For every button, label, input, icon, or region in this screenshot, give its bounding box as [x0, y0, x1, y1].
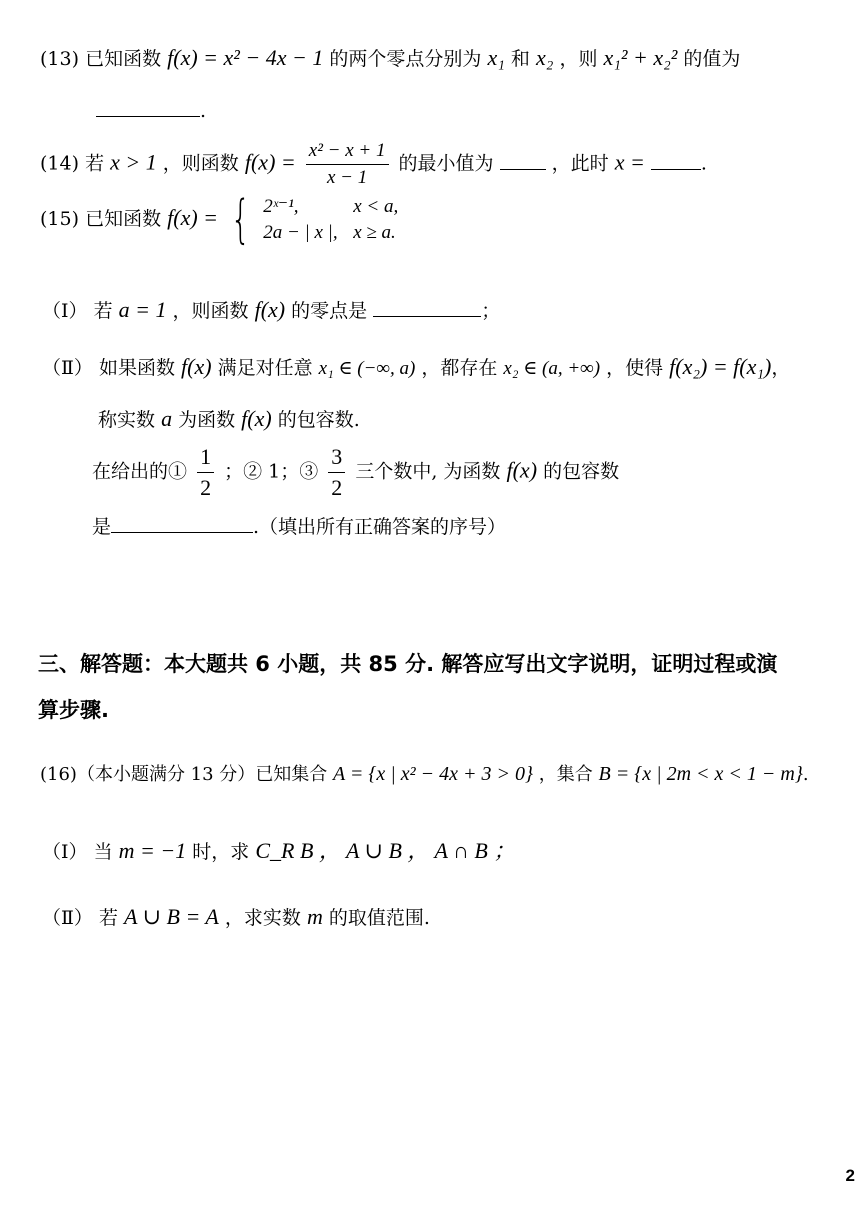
- q15-part2-line2a: 称实数: [98, 409, 156, 431]
- q15-part1-label: （Ⅰ）: [42, 300, 88, 322]
- q13-line2: [96, 100, 206, 122]
- q15-part2-x2-domain: x₂ ∈ (a, +∞): [503, 358, 601, 379]
- q13-x1: x₁: [487, 45, 505, 70]
- q16-set-a: A = {x | x² − 4x + 3 > 0}: [333, 763, 534, 785]
- q15-case2-cond: x ≥ a.: [353, 222, 396, 243]
- q13-function: f(x) = x² − 4x − 1: [167, 45, 324, 70]
- q16-score-note: （本小题满分 13 分）: [76, 764, 256, 785]
- q14-text-then: ，此时: [551, 152, 609, 175]
- q16-part1-label: （Ⅰ）: [42, 841, 88, 863]
- q15-part2-line3a: 在给出的①: [92, 460, 188, 483]
- q15-line: [40, 190, 399, 250]
- q15-part2-line4: [92, 512, 506, 539]
- page-number: 2: [845, 1166, 855, 1185]
- q13-comma: ，则: [559, 48, 598, 70]
- q15-option3-numerator: 3: [328, 444, 345, 473]
- q15-part2-line2: [98, 405, 360, 432]
- q16-part2: [42, 903, 430, 930]
- q13-text-post: 的值为: [683, 48, 741, 70]
- q14-function-lhs: f(x) =: [244, 149, 296, 175]
- q16-part2-text2: ，求实数: [224, 907, 301, 929]
- q13-text-mid: 的两个零点分别为: [329, 48, 482, 70]
- q15-part2-function: f(x): [181, 354, 212, 379]
- q15-part2-function-3: f(x): [506, 457, 538, 483]
- q15-part1-answer-blank[interactable]: [373, 315, 481, 317]
- q15-part2-end: ，: [771, 357, 791, 379]
- q14-line: [40, 140, 707, 189]
- q16-part1: [42, 834, 515, 865]
- q16-part1-text2: 时，求: [192, 841, 250, 863]
- q14-text-comma: ，则函数: [162, 152, 239, 175]
- q14-fraction: [306, 140, 389, 189]
- q14-cond-pre: 若: [85, 152, 105, 175]
- q15-part2-line3c: 的包容数: [543, 460, 620, 483]
- q15-case-1: [263, 194, 398, 220]
- q15-option1-denominator: 2: [200, 475, 212, 500]
- q14-fraction-numerator: x² − x + 1: [306, 140, 389, 165]
- section3-heading-line2: [38, 694, 109, 724]
- q15-part2-text2: 满足对任意: [217, 357, 313, 379]
- q13-x2: x₂: [535, 45, 554, 70]
- q15-part2-answer-blank[interactable]: [111, 531, 253, 533]
- q15-part1-condition: a = 1: [118, 297, 167, 322]
- q16-text-mid: ，集合: [538, 764, 593, 785]
- q15-part2-text3: ，都存在: [421, 357, 498, 379]
- q16-text-pre: 已知集合: [255, 764, 328, 785]
- q15-part2-text4: ，使得: [606, 357, 664, 379]
- q14-condition: x > 1: [110, 149, 157, 175]
- q16-part1-condition: m = −1: [118, 838, 187, 863]
- q15-case-2: [263, 220, 398, 246]
- q14-fraction-denominator: x − 1: [327, 167, 368, 188]
- q13-end: .: [200, 100, 207, 122]
- q15-option3-denominator: 2: [331, 475, 343, 500]
- q15-option1-fraction: [197, 444, 214, 501]
- q14-text-min: 的最小值为: [398, 152, 494, 175]
- q13-expression: x₁² + x₂²: [603, 45, 678, 70]
- q16-part2-label: （Ⅱ）: [42, 907, 93, 929]
- q14-answer-blank-1[interactable]: [500, 168, 546, 170]
- q13-answer-blank[interactable]: [96, 115, 200, 117]
- q16-part2-condition: A ∪ B = A: [124, 904, 219, 929]
- q15-part1: [42, 296, 500, 323]
- q16-part2-text: 若: [98, 907, 118, 929]
- q14-answer-blank-2[interactable]: [651, 168, 701, 170]
- q15-part2-line4b: .（填出所有正确答案的序号）: [253, 516, 507, 538]
- q15-text-pre: 已知函数: [85, 208, 162, 230]
- q13-text-pre: 已知函数: [85, 48, 162, 70]
- q15-part2-line2b: 为函数: [178, 409, 236, 431]
- q15-part2-line2c: 的包容数.: [277, 409, 360, 431]
- q15-part2-function-2: f(x): [241, 406, 272, 431]
- q16-end: .: [802, 764, 809, 785]
- q15-part1-function: f(x): [254, 297, 286, 322]
- q16-number: (16): [40, 764, 77, 785]
- q15-number: (15): [40, 208, 80, 230]
- q13-line1: [40, 44, 740, 71]
- q15-part1-text3: 的零点是: [291, 300, 368, 322]
- q15-part1-text: 若: [93, 300, 113, 322]
- q15-function-lhs: f(x) =: [167, 205, 218, 230]
- q16-part1-text: 当: [93, 841, 113, 863]
- section3-heading-text1: 三、解答题：本大题共 6 小题，共 85 分. 解答应写出文字说明，证明过程或演: [38, 652, 778, 676]
- q15-brace: {: [230, 190, 251, 250]
- q15-part2-equation: f(x₂) = f(x₁): [669, 354, 772, 379]
- q15-part2-line3: [92, 444, 619, 501]
- q15-case1-expr: 2ˣ⁻¹,: [263, 196, 299, 217]
- q15-option-separator: ；② 1；③: [224, 460, 319, 483]
- q15-cases: [263, 194, 398, 246]
- q15-case1-cond: x < a,: [353, 196, 399, 217]
- q13-and: 和: [510, 48, 530, 70]
- q14-number: (14): [40, 152, 80, 175]
- q16-set-b: B = {x | 2m < x < 1 − m}: [598, 763, 803, 785]
- q13-number: (13): [40, 48, 80, 70]
- q14-end: .: [700, 152, 707, 175]
- q15-part2-line4a: 是: [92, 516, 112, 538]
- section3-heading-text2: 算步骤.: [38, 698, 109, 722]
- q15-part2-text1: 如果函数: [98, 357, 175, 379]
- q16-part2-text3: 的取值范围.: [328, 907, 430, 929]
- q15-part1-end: ；: [481, 300, 501, 322]
- q15-case2-expr: 2a − | x |,: [263, 222, 338, 243]
- q16-line: [40, 760, 809, 786]
- q14-x-equals: x =: [614, 149, 645, 175]
- q15-option3-fraction: [328, 444, 345, 501]
- q15-part2-x1-domain: x₁ ∈ (−∞, a): [318, 358, 416, 379]
- q16-part2-m: m: [306, 904, 323, 929]
- q15-part2-label: （Ⅱ）: [42, 357, 93, 379]
- q15-part2-line1: [42, 353, 790, 380]
- section3-heading-line1: [38, 648, 777, 678]
- q15-part2-line3b: 三个数中, 为函数: [355, 460, 501, 483]
- q15-part1-text2: ，则函数: [172, 300, 249, 322]
- q16-part1-expressions: C_R B ， A ∪ B ， A ∩ B ；: [255, 838, 516, 863]
- q15-option1-numerator: 1: [197, 444, 214, 473]
- q15-part2-a: a: [161, 406, 173, 431]
